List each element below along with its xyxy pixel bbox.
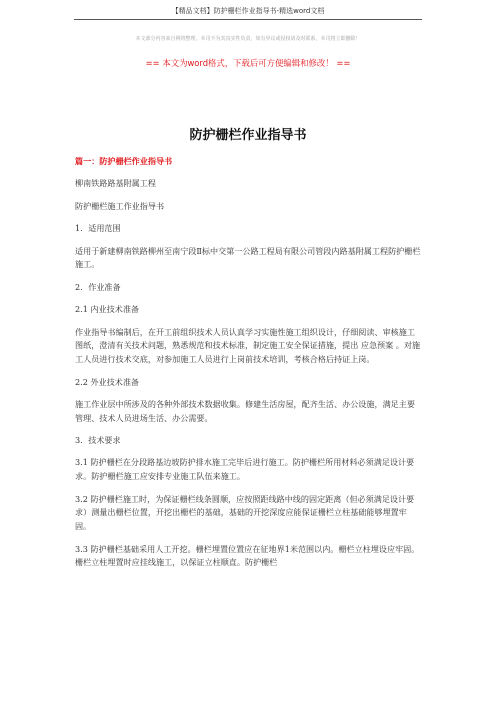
paragraph: 适用于新建柳南铁路柳州至南宁段Ⅱ标中交第一公路工程局有限公司管段内路基附属工程防护栅栏施工。 [75, 245, 421, 270]
heading-3-requirements: 3．技术要求 [75, 435, 121, 446]
paragraph: 防护栅栏施工作业指导书 [75, 200, 165, 211]
paragraph: 3.1 防护栅栏在分段路基边坡防护排水施工完毕后进行施工。防护栅栏所用材料必须满足设计要求。防护栅栏施工应安排专业施工队伍来施工。 [75, 457, 415, 482]
heading-2-preparation: 2．作业准备 [75, 281, 121, 292]
document-body [75, 155, 423, 579]
heading-2-2: 2.2 外业技术准备 [75, 376, 140, 387]
heading-2-1: 2.1 内业技术准备 [75, 304, 140, 315]
paragraph: 3.2 防护栅栏施工时，为保证栅栏线条圆顺，应按照距线路中线的固定距离（但必须满足设计要求）测量出栅栏位置，开挖出栅栏的基础，基础的开挖深度应能保证栅栏立柱基础能够埋置牢固。 [75, 493, 415, 532]
paragraph: 3.3 防护栅栏基础采用人工开挖。栅栏埋置位置应在征地界1米范围以内。栅栏立柱埋设应牢固。栅栏立柱埋置时应挂线施工，以保证立柱顺直。防护栅栏 [75, 543, 420, 568]
section-heading: 篇一：防护栅栏作业指导书 [75, 156, 173, 166]
word-format-notice: == 本文为word格式，下载后可方便编辑和修改！ == [145, 58, 351, 68]
page-header: 【精品文档】防护栅栏作业指导书-精选word文档 [74, 6, 422, 20]
paragraph: 柳南铁路路基附属工程 [75, 178, 156, 189]
document-title: 防护栅栏作业指导书 [189, 128, 307, 143]
disclaimer-text: 本文部分内容来自网络整理，本司不为其真实性负责，如有异议或侵权请及时联系，本司将立即删除！ [135, 36, 361, 42]
heading-1-scope: 1．适用范围 [75, 223, 121, 234]
paragraph: 施工作业层中所涉及的各种外部技术数据收集。修建生活房屋，配齐生活、办公设施，满足主要管理、技术人员进场生活、办公需要。 [75, 398, 415, 423]
paragraph: 作业指导书编制后，在开工前组织技术人员认真学习实施性施工组织设计，仔细阅读、审核施工图纸，澄清有关技术问题，熟悉规范和技术标准，制定施工安全保证措施，提出 应急预案 。对施工人员进行技术交底，对参加施工人员进行上岗前技术培训，考核合格后持证上岗。 [75, 326, 421, 365]
